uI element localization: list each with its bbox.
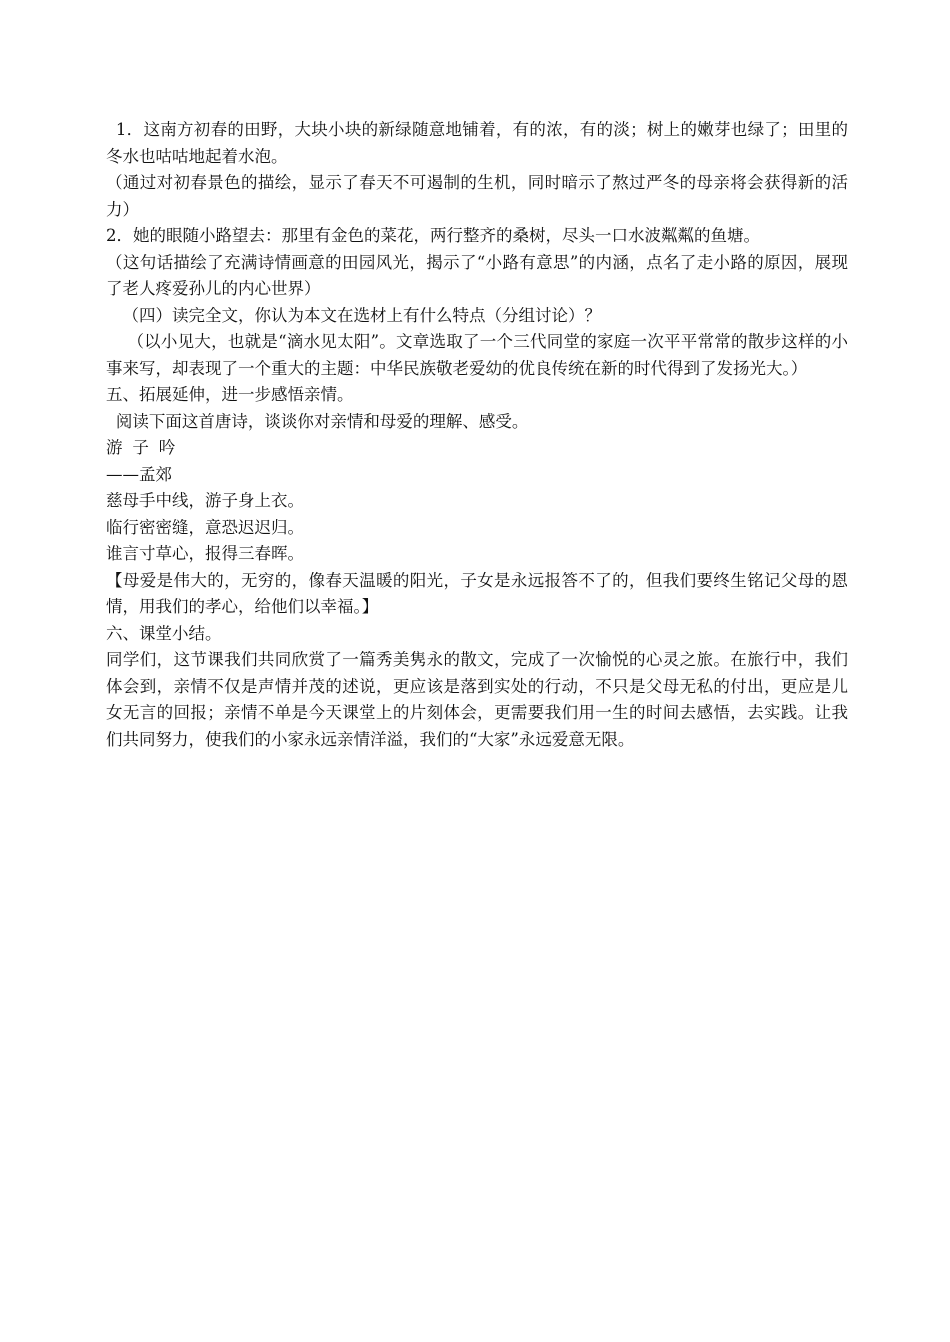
poem-author: ——孟郊 xyxy=(106,464,172,484)
example-sentence-2: 2．她的眼随小路望去：那里有金色的菜花，两行整齐的桑树，尽头一口水波粼粼的鱼塘。 xyxy=(106,226,760,245)
section-heading-summary: 六、课堂小结。 xyxy=(106,623,222,643)
reading-instruction: 阅读下面这首唐诗，谈谈你对亲情和母爱的理解、感受。 xyxy=(115,411,529,431)
summary-paragraph: 同学们，这节课我们共同欣赏了一篇秀美隽永的散文，完成了一次愉悦的心灵之旅。在旅行中，我们体会到，亲情不仅是声情并茂的述说，更应该是落到实处的行动，不只是父母无私的付出，更应是儿女无言的回报；亲情不单是今天课堂上的片刻体会，更需要我们用一生的时间去感悟，去实践。让我们共同努力，使我们的小家永远亲情洋溢，我们的“大家”永远爱意无限。 xyxy=(106,650,848,749)
section-heading-extension: 五、拓展延伸，进一步感悟亲情。 xyxy=(106,385,354,404)
discussion-answer: （以小见大，也就是“滴水见太阳”。文章选取了一个三代同堂的家庭一次平平常常的散步这样的小事来写，却表现了一个重大的主题：中华民族敬老爱幼的优良传统在新的时代得到了发扬光大。） xyxy=(106,332,848,378)
poem-line-1: 慈母手中线，游子身上衣。 xyxy=(106,491,304,510)
poem-line-2: 临行密密缝，意恐迟迟归。 xyxy=(106,517,304,537)
poem-interpretation: 【母爱是伟大的，无穷的，像春天温暖的阳光，子女是永远报答不了的，但我们要终生铭记父母的恩情，用我们的孝心，给他们以幸福。】 xyxy=(106,570,848,616)
annotation-1: （通过对初春景色的描绘，显示了春天不可遏制的生机，同时暗示了熬过严冬的母亲将会获得新的活力） xyxy=(106,173,848,219)
poem-line-3: 谁言寸草心，报得三春晖。 xyxy=(106,544,304,563)
discussion-question: （四）读完全文，你认为本文在选材上有什么特点（分组讨论）？ xyxy=(122,305,601,325)
poem-title: 游子吟 xyxy=(106,438,186,457)
annotation-2: （这句话描绘了充满诗情画意的田园风光，揭示了“小路有意思”的内涵，点名了走小路的原因，展现了老人疼爱孙儿的内心世界） xyxy=(106,252,848,298)
example-sentence-1: 1．这南方初春的田野，大块小块的新绿随意地铺着，有的浓，有的淡；树上的嫩芽也绿了；田里的冬水也咕咕地起着水泡。 xyxy=(106,120,848,166)
document-body xyxy=(106,117,848,753)
